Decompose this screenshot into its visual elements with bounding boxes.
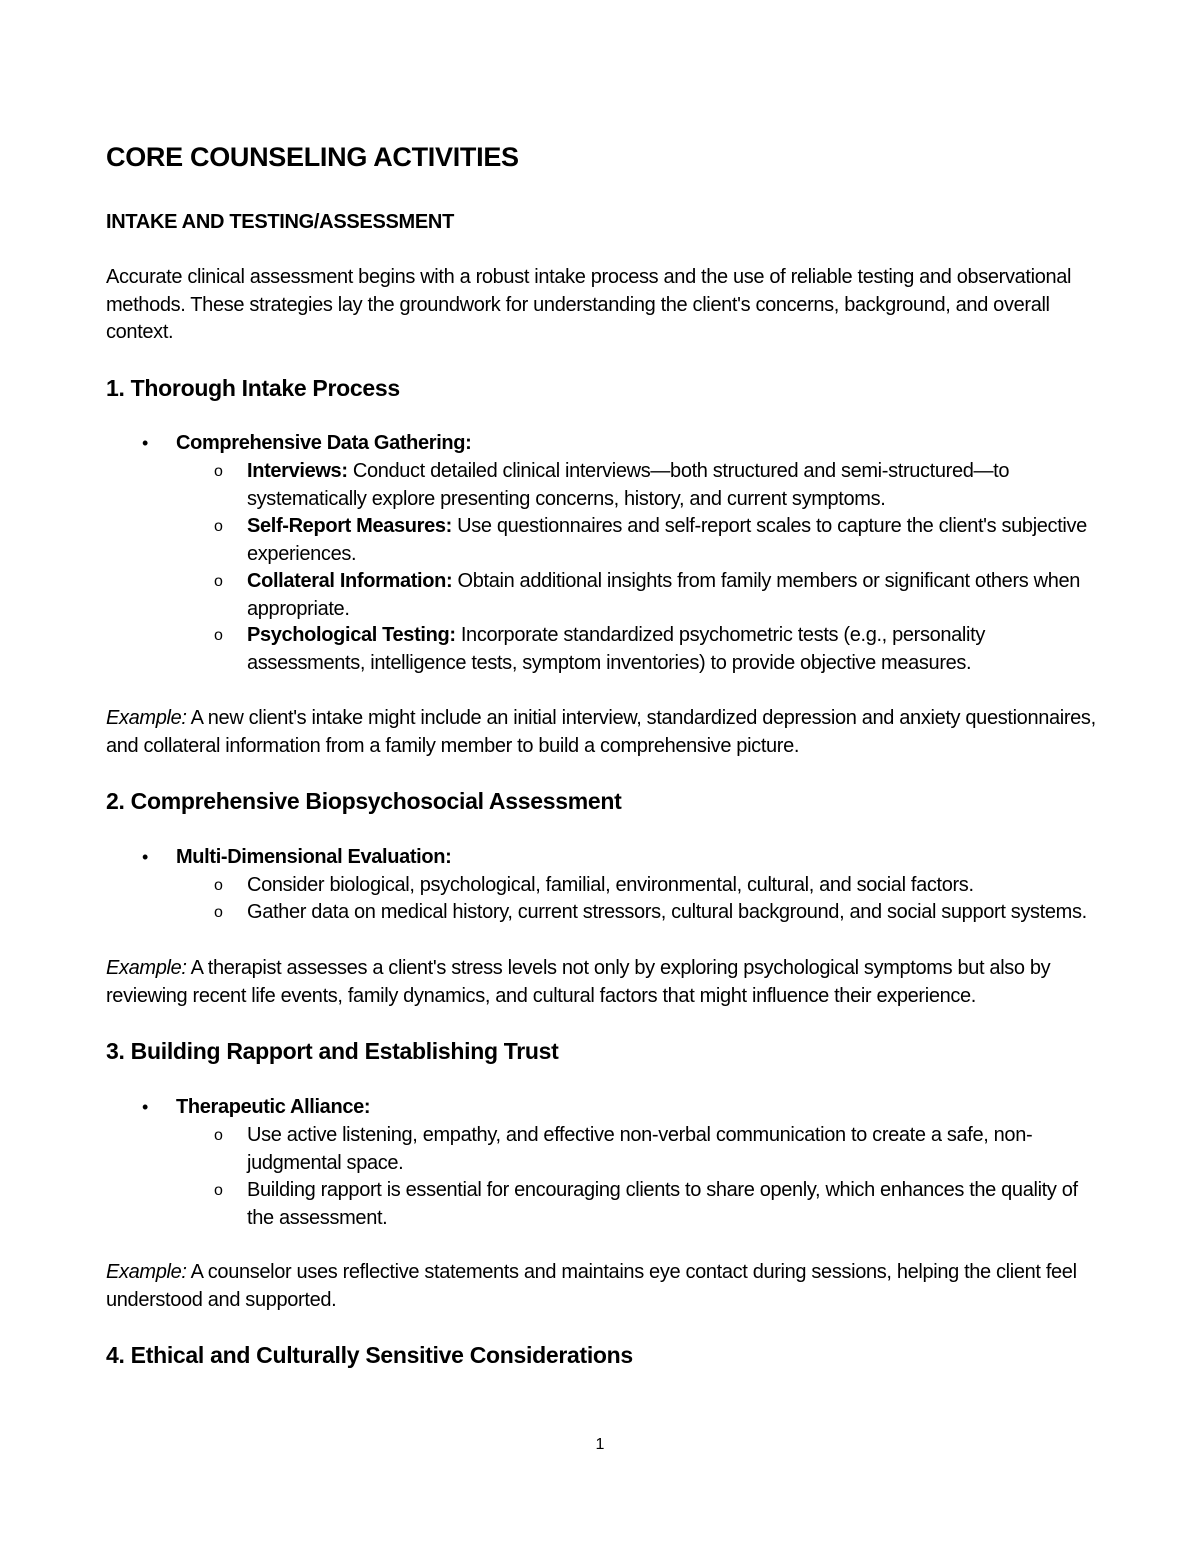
sub-bullet-body: Obtain additional insights from family members or significant others when appropriate. xyxy=(247,570,1081,620)
sub-bullet-text: Gather data on medical history, current stressors, cultural background, and social support systems. xyxy=(247,901,1087,923)
sub-bullet-marker: o xyxy=(214,1182,223,1199)
bullet-label: Therapeutic Alliance: xyxy=(176,1096,371,1118)
section-heading: 4. Ethical and Culturally Sensitive Considerations xyxy=(106,1342,633,1368)
sub-bullet-label: Interviews: xyxy=(247,460,348,482)
bullet-label: Comprehensive Data Gathering: xyxy=(176,432,472,454)
bullet-marker: • xyxy=(142,1097,148,1117)
sub-bullet-text xyxy=(247,622,1107,677)
sub-bullet-text xyxy=(247,458,1107,513)
sub-bullet-label: Self-Report Measures: xyxy=(247,515,452,537)
section-heading: 1. Thorough Intake Process xyxy=(106,375,400,401)
sub-bullet-marker: o xyxy=(214,904,223,921)
example-paragraph xyxy=(106,1259,1116,1314)
sub-bullet-label: Psychological Testing: xyxy=(247,624,456,646)
sub-bullet-marker: o xyxy=(214,1127,223,1144)
bullet-marker: • xyxy=(142,433,148,453)
sub-bullet-marker: o xyxy=(214,573,223,590)
bullet-label: Multi-Dimensional Evaluation: xyxy=(176,846,452,868)
example-text: A counselor uses reflective statements and maintains eye contact during sessions, helping the client feel understood and supported. xyxy=(106,1261,1077,1311)
intro-paragraph: Accurate clinical assessment begins with a robust intake process and the use of reliable testing and observational methods. These strategies lay the groundwork for understanding the client's concerns, background, and overall context. xyxy=(106,266,1072,343)
section-heading: 2. Comprehensive Biopsychosocial Assessment xyxy=(106,788,622,814)
bullet-marker: • xyxy=(142,847,148,867)
sub-bullet-label: Collateral Information: xyxy=(247,570,453,592)
example-text: A new client's intake might include an initial interview, standardized depression and anxiety questionnaires, and collateral information from a family member to build a comprehensive picture. xyxy=(106,707,1096,757)
sub-bullet-marker: o xyxy=(214,877,223,894)
sub-bullet-text: Building rapport is essential for encouraging clients to share openly, which enhances the quality of the assessment. xyxy=(247,1179,1078,1229)
page-number: 1 xyxy=(595,1436,605,1453)
sub-bullet-body: Conduct detailed clinical interviews—both structured and semi-structured—to systematically explore presenting concerns, history, and current symptoms. xyxy=(247,460,1010,510)
example-paragraph xyxy=(106,955,1116,1010)
sub-bullet-marker: o xyxy=(214,627,223,644)
section-group-title: INTAKE AND TESTING/ASSESSMENT xyxy=(106,211,454,233)
sub-bullet-marker: o xyxy=(214,463,223,480)
example-label: Example: xyxy=(106,957,187,979)
sub-bullet-text xyxy=(247,513,1107,568)
example-text: A therapist assesses a client's stress levels not only by exploring psychological symptoms but also by reviewing recent life events, family dynamics, and cultural factors that might influence their experience. xyxy=(106,957,1051,1007)
sub-bullet-text xyxy=(247,568,1107,623)
sub-bullet-body: Incorporate standardized psychometric tests (e.g., personality assessments, intelligence tests, symptom inventories) to provide objective measures. xyxy=(247,624,985,674)
example-label: Example: xyxy=(106,1261,187,1283)
sub-bullet-text: Consider biological, psychological, familial, environmental, cultural, and social factors. xyxy=(247,874,974,896)
sub-bullet-marker: o xyxy=(214,518,223,535)
sub-bullet-text: Use active listening, empathy, and effective non-verbal communication to create a safe, non-judgmental space. xyxy=(247,1124,1033,1174)
example-label: Example: xyxy=(106,707,187,729)
example-paragraph xyxy=(106,705,1116,760)
document-title: CORE COUNSELING ACTIVITIES xyxy=(106,142,519,172)
sub-bullet-body: Use questionnaires and self-report scales to capture the client's subjective experiences. xyxy=(247,515,1087,565)
section-heading: 3. Building Rapport and Establishing Trust xyxy=(106,1038,559,1064)
